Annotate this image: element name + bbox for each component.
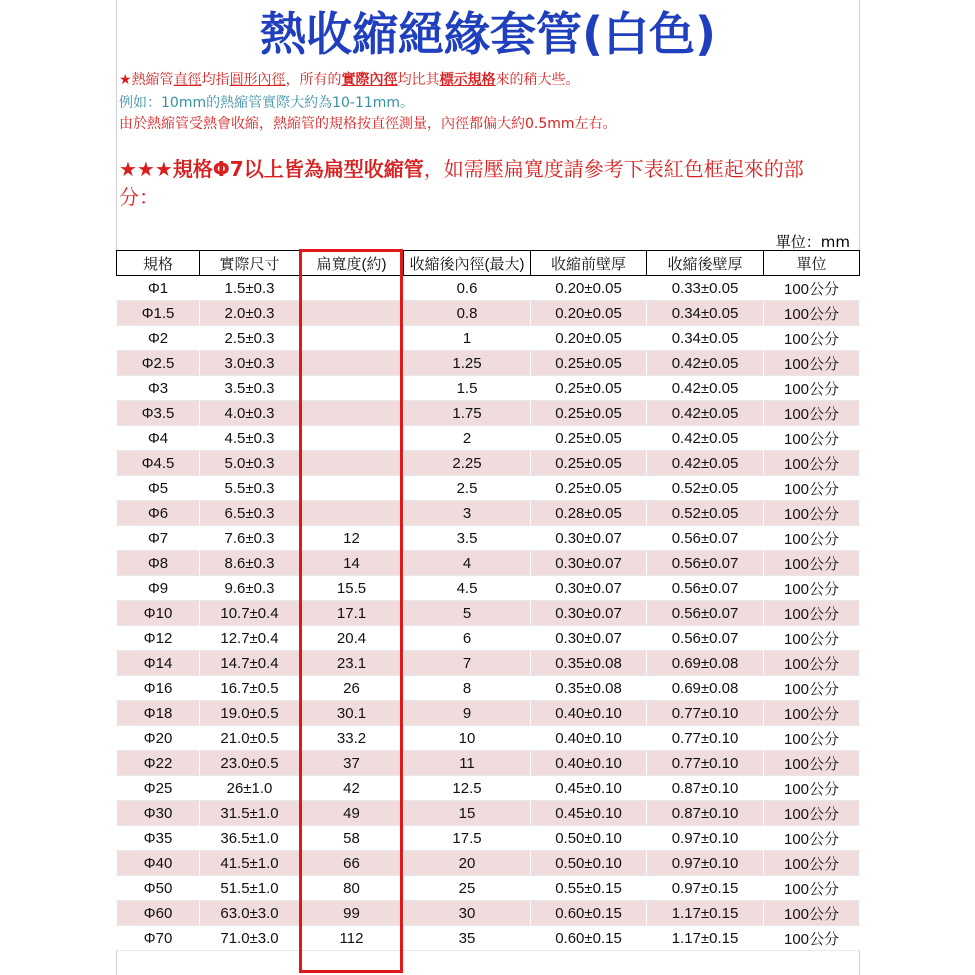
cell-unit: 100公分 [764, 601, 860, 626]
cell-flat-width: 26 [300, 676, 404, 701]
cell-flat-width [300, 276, 404, 301]
cell-actual-size: 31.5±1.0 [200, 801, 300, 826]
cell-wall-after: 0.97±0.10 [647, 851, 764, 876]
cell-flat-width [300, 476, 404, 501]
cell-spec: Φ12 [117, 626, 200, 651]
table-row [117, 501, 860, 526]
cell-spec: Φ10 [117, 601, 200, 626]
cell-shrunk-inner-diameter: 11 [404, 751, 531, 776]
cell-wall-before: 0.30±0.07 [531, 576, 647, 601]
table-row [117, 401, 860, 426]
star-icon: ★ [119, 72, 132, 88]
cell-wall-after: 0.42±0.05 [647, 451, 764, 476]
cell-unit: 100公分 [764, 476, 860, 501]
cell-spec: Φ4 [117, 426, 200, 451]
cell-wall-after: 0.77±0.10 [647, 701, 764, 726]
cell-spec: Φ3 [117, 376, 200, 401]
cell-wall-before: 0.40±0.10 [531, 751, 647, 776]
cell-flat-width [300, 351, 404, 376]
cell-wall-after: 0.42±0.05 [647, 426, 764, 451]
cell-wall-before: 0.25±0.05 [531, 351, 647, 376]
cell-unit: 100公分 [764, 551, 860, 576]
cell-wall-after: 0.56±0.07 [647, 526, 764, 551]
cell-unit: 100公分 [764, 926, 860, 951]
cell-flat-width [300, 376, 404, 401]
cell-shrunk-inner-diameter: 2.5 [404, 476, 531, 501]
cell-actual-size: 5.0±0.3 [200, 451, 300, 476]
cell-wall-after: 0.77±0.10 [647, 726, 764, 751]
cell-unit: 100公分 [764, 876, 860, 901]
table-row [117, 276, 860, 301]
cell-unit: 100公分 [764, 901, 860, 926]
cell-actual-size: 19.0±0.5 [200, 701, 300, 726]
cell-spec: Φ40 [117, 851, 200, 876]
cell-flat-width [300, 451, 404, 476]
cell-flat-width [300, 426, 404, 451]
cell-unit: 100公分 [764, 826, 860, 851]
cell-spec: Φ4.5 [117, 451, 200, 476]
cell-shrunk-inner-diameter: 8 [404, 676, 531, 701]
cell-spec: Φ22 [117, 751, 200, 776]
note-diameter-definition: ★熱縮管直徑均指圓形內徑，所有的實際內徑均比其標示規格來的稍大些。 [119, 72, 580, 88]
cell-unit: 100公分 [764, 501, 860, 526]
cell-actual-size: 8.6±0.3 [200, 551, 300, 576]
cell-spec: Φ30 [117, 801, 200, 826]
cell-shrunk-inner-diameter: 17.5 [404, 826, 531, 851]
cell-flat-width: 30.1 [300, 701, 404, 726]
header-shrunk-inner-diameter: 收縮後內徑(最大) [404, 251, 531, 276]
header-wall-after: 收縮後壁厚 [647, 251, 764, 276]
cell-wall-after: 0.56±0.07 [647, 576, 764, 601]
cell-actual-size: 12.7±0.4 [200, 626, 300, 651]
cell-unit: 100公分 [764, 451, 860, 476]
cell-wall-after: 0.34±0.05 [647, 301, 764, 326]
cell-actual-size: 51.5±1.0 [200, 876, 300, 901]
cell-actual-size: 7.6±0.3 [200, 526, 300, 551]
cell-shrunk-inner-diameter: 10 [404, 726, 531, 751]
cell-actual-size: 6.5±0.3 [200, 501, 300, 526]
cell-actual-size: 5.5±0.3 [200, 476, 300, 501]
table-row [117, 826, 860, 851]
table-row [117, 626, 860, 651]
table-row [117, 551, 860, 576]
cell-shrunk-inner-diameter: 25 [404, 876, 531, 901]
cell-actual-size: 3.0±0.3 [200, 351, 300, 376]
cell-spec: Φ2.5 [117, 351, 200, 376]
cell-unit: 100公分 [764, 401, 860, 426]
cell-unit: 100公分 [764, 726, 860, 751]
cell-shrunk-inner-diameter: 30 [404, 901, 531, 926]
cell-wall-before: 0.60±0.15 [531, 926, 647, 951]
cell-spec: Φ1.5 [117, 301, 200, 326]
cell-flat-width: 23.1 [300, 651, 404, 676]
cell-actual-size: 10.7±0.4 [200, 601, 300, 626]
cell-wall-before: 0.40±0.10 [531, 701, 647, 726]
cell-flat-width [300, 401, 404, 426]
header-unit: 單位 [764, 251, 860, 276]
cell-wall-before: 0.30±0.07 [531, 526, 647, 551]
cell-wall-after: 0.33±0.05 [647, 276, 764, 301]
cell-flat-width: 37 [300, 751, 404, 776]
cell-wall-before: 0.30±0.07 [531, 601, 647, 626]
cell-wall-before: 0.45±0.10 [531, 776, 647, 801]
unit-label: 單位：mm [775, 233, 850, 251]
table-row [117, 876, 860, 901]
cell-wall-before: 0.50±0.10 [531, 851, 647, 876]
cell-wall-before: 0.25±0.05 [531, 376, 647, 401]
cell-actual-size: 9.6±0.3 [200, 576, 300, 601]
cell-actual-size: 41.5±1.0 [200, 851, 300, 876]
cell-shrunk-inner-diameter: 0.6 [404, 276, 531, 301]
cell-wall-after: 0.42±0.05 [647, 376, 764, 401]
spec-table [116, 250, 860, 951]
cell-shrunk-inner-diameter: 1.5 [404, 376, 531, 401]
cell-flat-width: 49 [300, 801, 404, 826]
note-shrink-explanation: 由於熱縮管受熱會收縮，熱縮管的規格按直徑測量，內徑都偏大約0.5mm左右。 [119, 116, 617, 132]
cell-spec: Φ35 [117, 826, 200, 851]
cell-unit: 100公分 [764, 526, 860, 551]
cell-wall-after: 0.87±0.10 [647, 776, 764, 801]
table-row [117, 676, 860, 701]
cell-flat-width [300, 326, 404, 351]
cell-wall-after: 0.56±0.07 [647, 601, 764, 626]
cell-spec: Φ8 [117, 551, 200, 576]
cell-actual-size: 71.0±3.0 [200, 926, 300, 951]
cell-unit: 100公分 [764, 701, 860, 726]
cell-wall-before: 0.25±0.05 [531, 426, 647, 451]
cell-shrunk-inner-diameter: 20 [404, 851, 531, 876]
cell-spec: Φ5 [117, 476, 200, 501]
cell-spec: Φ18 [117, 701, 200, 726]
cell-shrunk-inner-diameter: 1.75 [404, 401, 531, 426]
table-row [117, 726, 860, 751]
cell-wall-after: 0.77±0.10 [647, 751, 764, 776]
cell-unit: 100公分 [764, 676, 860, 701]
cell-wall-after: 0.87±0.10 [647, 801, 764, 826]
cell-shrunk-inner-diameter: 15 [404, 801, 531, 826]
cell-spec: Φ70 [117, 926, 200, 951]
cell-wall-after: 0.42±0.05 [647, 401, 764, 426]
cell-wall-before: 0.45±0.10 [531, 801, 647, 826]
cell-wall-before: 0.20±0.05 [531, 276, 647, 301]
table-row [117, 701, 860, 726]
cell-flat-width: 58 [300, 826, 404, 851]
cell-wall-after: 0.52±0.05 [647, 476, 764, 501]
cell-shrunk-inner-diameter: 2 [404, 426, 531, 451]
cell-actual-size: 16.7±0.5 [200, 676, 300, 701]
cell-wall-before: 0.50±0.10 [531, 826, 647, 851]
cell-wall-after: 1.17±0.15 [647, 901, 764, 926]
cell-wall-after: 0.34±0.05 [647, 326, 764, 351]
cell-flat-width [300, 301, 404, 326]
cell-spec: Φ9 [117, 576, 200, 601]
cell-shrunk-inner-diameter: 6 [404, 626, 531, 651]
table-row [117, 451, 860, 476]
triple-star-icon: ★★★ [119, 157, 173, 181]
cell-shrunk-inner-diameter: 4.5 [404, 576, 531, 601]
cell-spec: Φ1 [117, 276, 200, 301]
cell-actual-size: 14.7±0.4 [200, 651, 300, 676]
cell-wall-after: 0.42±0.05 [647, 351, 764, 376]
cell-unit: 100公分 [764, 751, 860, 776]
cell-actual-size: 36.5±1.0 [200, 826, 300, 851]
cell-shrunk-inner-diameter: 3.5 [404, 526, 531, 551]
cell-unit: 100公分 [764, 376, 860, 401]
flat-tube-notice: ★★★規格Φ7以上皆為扁型收縮管，如需壓扁寬度請參考下表紅色框起來的部分： [119, 157, 804, 209]
cell-wall-after: 0.69±0.08 [647, 676, 764, 701]
note-example: 例如：10mm的熱縮管實際大約為10-11mm。 [119, 95, 415, 111]
spec-table-body [117, 276, 860, 951]
cell-unit: 100公分 [764, 851, 860, 876]
cell-unit: 100公分 [764, 576, 860, 601]
cell-unit: 100公分 [764, 326, 860, 351]
cell-shrunk-inner-diameter: 0.8 [404, 301, 531, 326]
header-flat-width: 扁寬度(約) [300, 251, 404, 276]
table-row [117, 851, 860, 876]
table-row [117, 526, 860, 551]
cell-flat-width: 66 [300, 851, 404, 876]
cell-actual-size: 2.0±0.3 [200, 301, 300, 326]
table-row [117, 901, 860, 926]
table-row [117, 376, 860, 401]
cell-wall-before: 0.20±0.05 [531, 301, 647, 326]
cell-wall-after: 0.97±0.10 [647, 826, 764, 851]
page-title: 熱收縮絕緣套管(白色) [259, 7, 717, 61]
cell-shrunk-inner-diameter: 12.5 [404, 776, 531, 801]
cell-spec: Φ50 [117, 876, 200, 901]
cell-flat-width: 112 [300, 926, 404, 951]
cell-shrunk-inner-diameter: 9 [404, 701, 531, 726]
cell-wall-before: 0.55±0.15 [531, 876, 647, 901]
cell-unit: 100公分 [764, 626, 860, 651]
cell-flat-width: 20.4 [300, 626, 404, 651]
table-row [117, 426, 860, 451]
cell-wall-after: 0.56±0.07 [647, 551, 764, 576]
cell-unit: 100公分 [764, 276, 860, 301]
cell-wall-before: 0.28±0.05 [531, 501, 647, 526]
cell-wall-before: 0.30±0.07 [531, 626, 647, 651]
header-actual-size: 實際尺寸 [200, 251, 300, 276]
cell-actual-size: 2.5±0.3 [200, 326, 300, 351]
table-row [117, 751, 860, 776]
cell-shrunk-inner-diameter: 7 [404, 651, 531, 676]
table-header-row [117, 251, 860, 276]
cell-unit: 100公分 [764, 301, 860, 326]
cell-wall-before: 0.30±0.07 [531, 551, 647, 576]
table-row [117, 476, 860, 501]
cell-actual-size: 26±1.0 [200, 776, 300, 801]
cell-actual-size: 1.5±0.3 [200, 276, 300, 301]
cell-wall-after: 0.97±0.15 [647, 876, 764, 901]
cell-flat-width: 12 [300, 526, 404, 551]
cell-wall-before: 0.35±0.08 [531, 676, 647, 701]
cell-shrunk-inner-diameter: 2.25 [404, 451, 531, 476]
table-row [117, 651, 860, 676]
cell-spec: Φ25 [117, 776, 200, 801]
cell-spec: Φ6 [117, 501, 200, 526]
cell-shrunk-inner-diameter: 1 [404, 326, 531, 351]
cell-wall-after: 0.69±0.08 [647, 651, 764, 676]
cell-actual-size: 23.0±0.5 [200, 751, 300, 776]
cell-shrunk-inner-diameter: 1.25 [404, 351, 531, 376]
cell-flat-width: 33.2 [300, 726, 404, 751]
cell-wall-before: 0.25±0.05 [531, 476, 647, 501]
table-row [117, 351, 860, 376]
cell-wall-before: 0.60±0.15 [531, 901, 647, 926]
cell-flat-width: 42 [300, 776, 404, 801]
cell-shrunk-inner-diameter: 35 [404, 926, 531, 951]
cell-flat-width [300, 501, 404, 526]
cell-spec: Φ16 [117, 676, 200, 701]
cell-actual-size: 4.0±0.3 [200, 401, 300, 426]
cell-spec: Φ2 [117, 326, 200, 351]
table-row [117, 301, 860, 326]
cell-flat-width: 17.1 [300, 601, 404, 626]
cell-actual-size: 63.0±3.0 [200, 901, 300, 926]
cell-wall-before: 0.40±0.10 [531, 726, 647, 751]
cell-wall-after: 0.52±0.05 [647, 501, 764, 526]
cell-wall-before: 0.25±0.05 [531, 401, 647, 426]
cell-flat-width: 99 [300, 901, 404, 926]
cell-flat-width: 15.5 [300, 576, 404, 601]
cell-wall-before: 0.25±0.05 [531, 451, 647, 476]
header-spec: 規格 [117, 251, 200, 276]
cell-wall-before: 0.35±0.08 [531, 651, 647, 676]
cell-shrunk-inner-diameter: 5 [404, 601, 531, 626]
cell-shrunk-inner-diameter: 4 [404, 551, 531, 576]
cell-actual-size: 4.5±0.3 [200, 426, 300, 451]
table-row [117, 326, 860, 351]
cell-spec: Φ3.5 [117, 401, 200, 426]
header-wall-before: 收縮前壁厚 [531, 251, 647, 276]
cell-spec: Φ20 [117, 726, 200, 751]
cell-unit: 100公分 [764, 801, 860, 826]
cell-wall-after: 1.17±0.15 [647, 926, 764, 951]
cell-actual-size: 3.5±0.3 [200, 376, 300, 401]
cell-unit: 100公分 [764, 426, 860, 451]
table-row [117, 576, 860, 601]
cell-spec: Φ7 [117, 526, 200, 551]
cell-actual-size: 21.0±0.5 [200, 726, 300, 751]
cell-unit: 100公分 [764, 651, 860, 676]
cell-unit: 100公分 [764, 776, 860, 801]
cell-wall-before: 0.20±0.05 [531, 326, 647, 351]
cell-spec: Φ60 [117, 901, 200, 926]
cell-unit: 100公分 [764, 351, 860, 376]
cell-shrunk-inner-diameter: 3 [404, 501, 531, 526]
cell-wall-after: 0.56±0.07 [647, 626, 764, 651]
table-row [117, 926, 860, 951]
cell-flat-width: 80 [300, 876, 404, 901]
table-row [117, 601, 860, 626]
cell-spec: Φ14 [117, 651, 200, 676]
cell-flat-width: 14 [300, 551, 404, 576]
table-row [117, 801, 860, 826]
table-row [117, 776, 860, 801]
